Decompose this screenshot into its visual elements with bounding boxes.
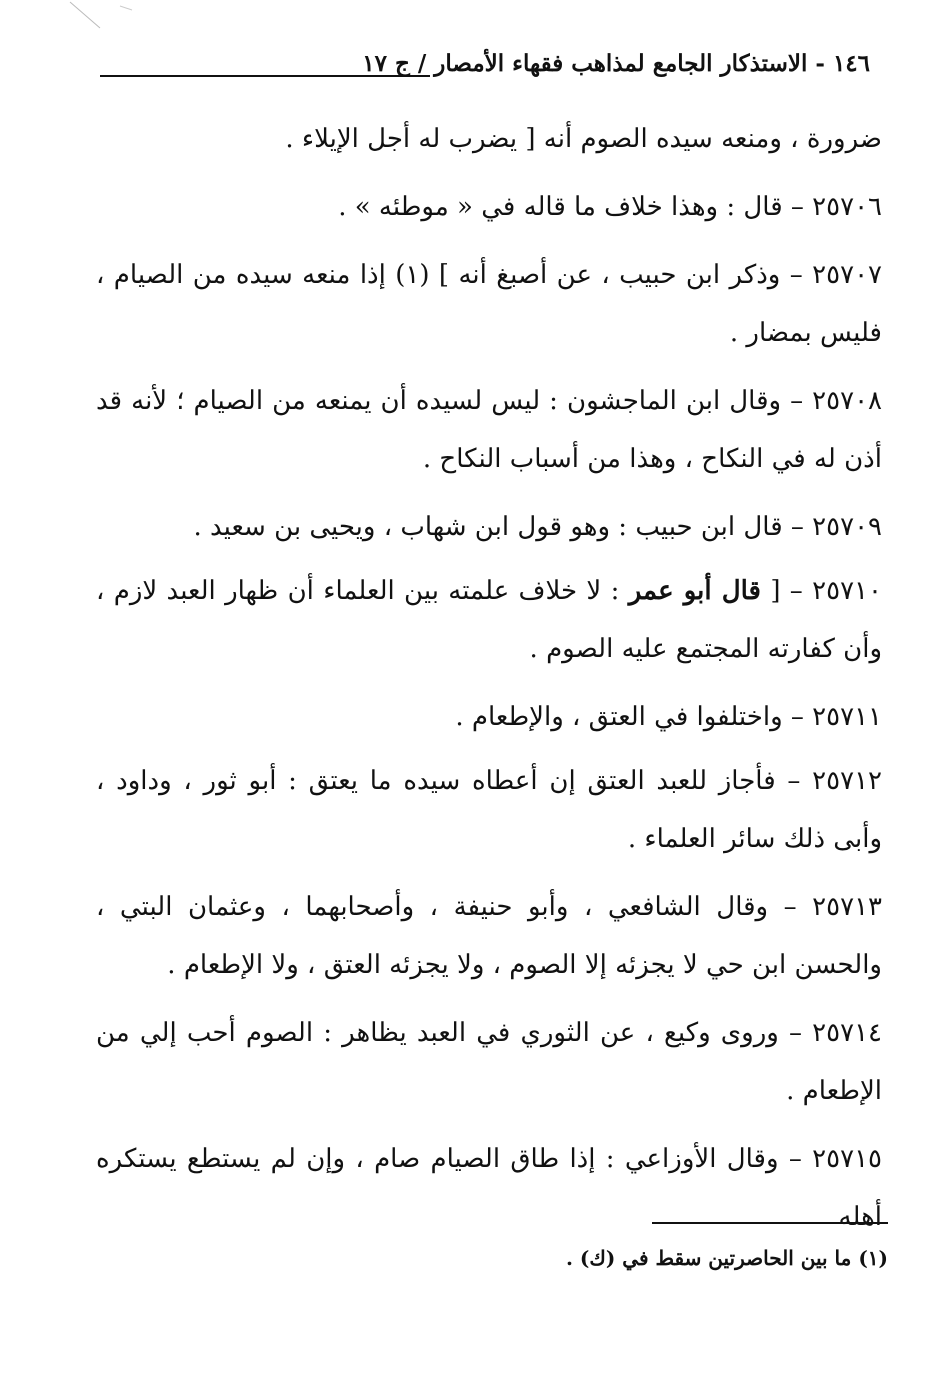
header-rule	[100, 75, 430, 77]
scan-corner-mark	[60, 0, 140, 30]
paragraph-25712: ٢٥٧١٢ – فأجاز للعبد العتق إن أعطاه سيده ما يعتق : أبو ثور ، وداود ، وأبى ذلك سائر العلماء .	[96, 766, 882, 854]
paragraph-25710-lead: ٢٥٧١٠ – [	[760, 576, 882, 606]
footnote: (١) ما بين الحاصرتين سقط في (ك) .	[565, 1246, 888, 1270]
footnote-rule	[652, 1222, 888, 1224]
paragraph-25715: ٢٥٧١٥ – وقال الأوزاعي : إذا طاق الصيام صام ، وإن لم يستطع يستكره أهله	[96, 1144, 882, 1232]
paragraph-continuation: ضرورة ، ومنعه سيده الصوم أنه [ يضرب له أجل الإيلاء .	[285, 124, 882, 154]
paragraph-25709: ٢٥٧٠٩ – قال ابن حبيب : وهو قول ابن شهاب ، ويحيى بن سعيد .	[193, 512, 882, 542]
paragraph-25714: ٢٥٧١٤ – وروى وكيع ، عن الثوري في العبد يظاهر : الصوم أحب إلي من الإطعام .	[96, 1018, 882, 1106]
paragraph-25708: ٢٥٧٠٨ – وقال ابن الماجشون : ليس لسيده أن يمنعه من الصيام ؛ لأنه قد أذن له في النكاح ، وهذا من أسباب النكاح .	[96, 386, 882, 474]
paragraph-25710	[96, 562, 882, 678]
body-text	[96, 110, 882, 1256]
running-title: ١٤٦ - الاستذكار الجامع لمذاهب فقهاء الأمصار / ج ١٧	[362, 50, 870, 77]
paragraph-25711: ٢٥٧١١ – واختلفوا في العتق ، والإطعام .	[455, 702, 882, 732]
paragraph-25710-rest: : لا خلاف علمته بين العلماء أن ظهار العبد لازم ، وأن كفارته المجتمع عليه الصوم .	[96, 576, 882, 664]
paragraph-25713: ٢٥٧١٣ – وقال الشافعي ، وأبو حنيفة ، وأصحابهما ، وعثمان البتي ، والحسن ابن حي لا يجزئه إلا الصوم ، ولا يجزئه العتق ، ولا الإطعام .	[96, 892, 882, 980]
paragraph-25707: ٢٥٧٠٧ – وذكر ابن حبيب ، عن أصبغ أنه ] (١) إذا منعه سيده من الصيام ، فليس بمضار .	[96, 260, 882, 348]
paragraph-25710-bold: قال أبو عمر	[628, 576, 761, 606]
paragraph-25706: ٢٥٧٠٦ – قال : وهذا خلاف ما قاله في « موطئه » .	[338, 192, 882, 222]
page-header	[100, 46, 870, 86]
